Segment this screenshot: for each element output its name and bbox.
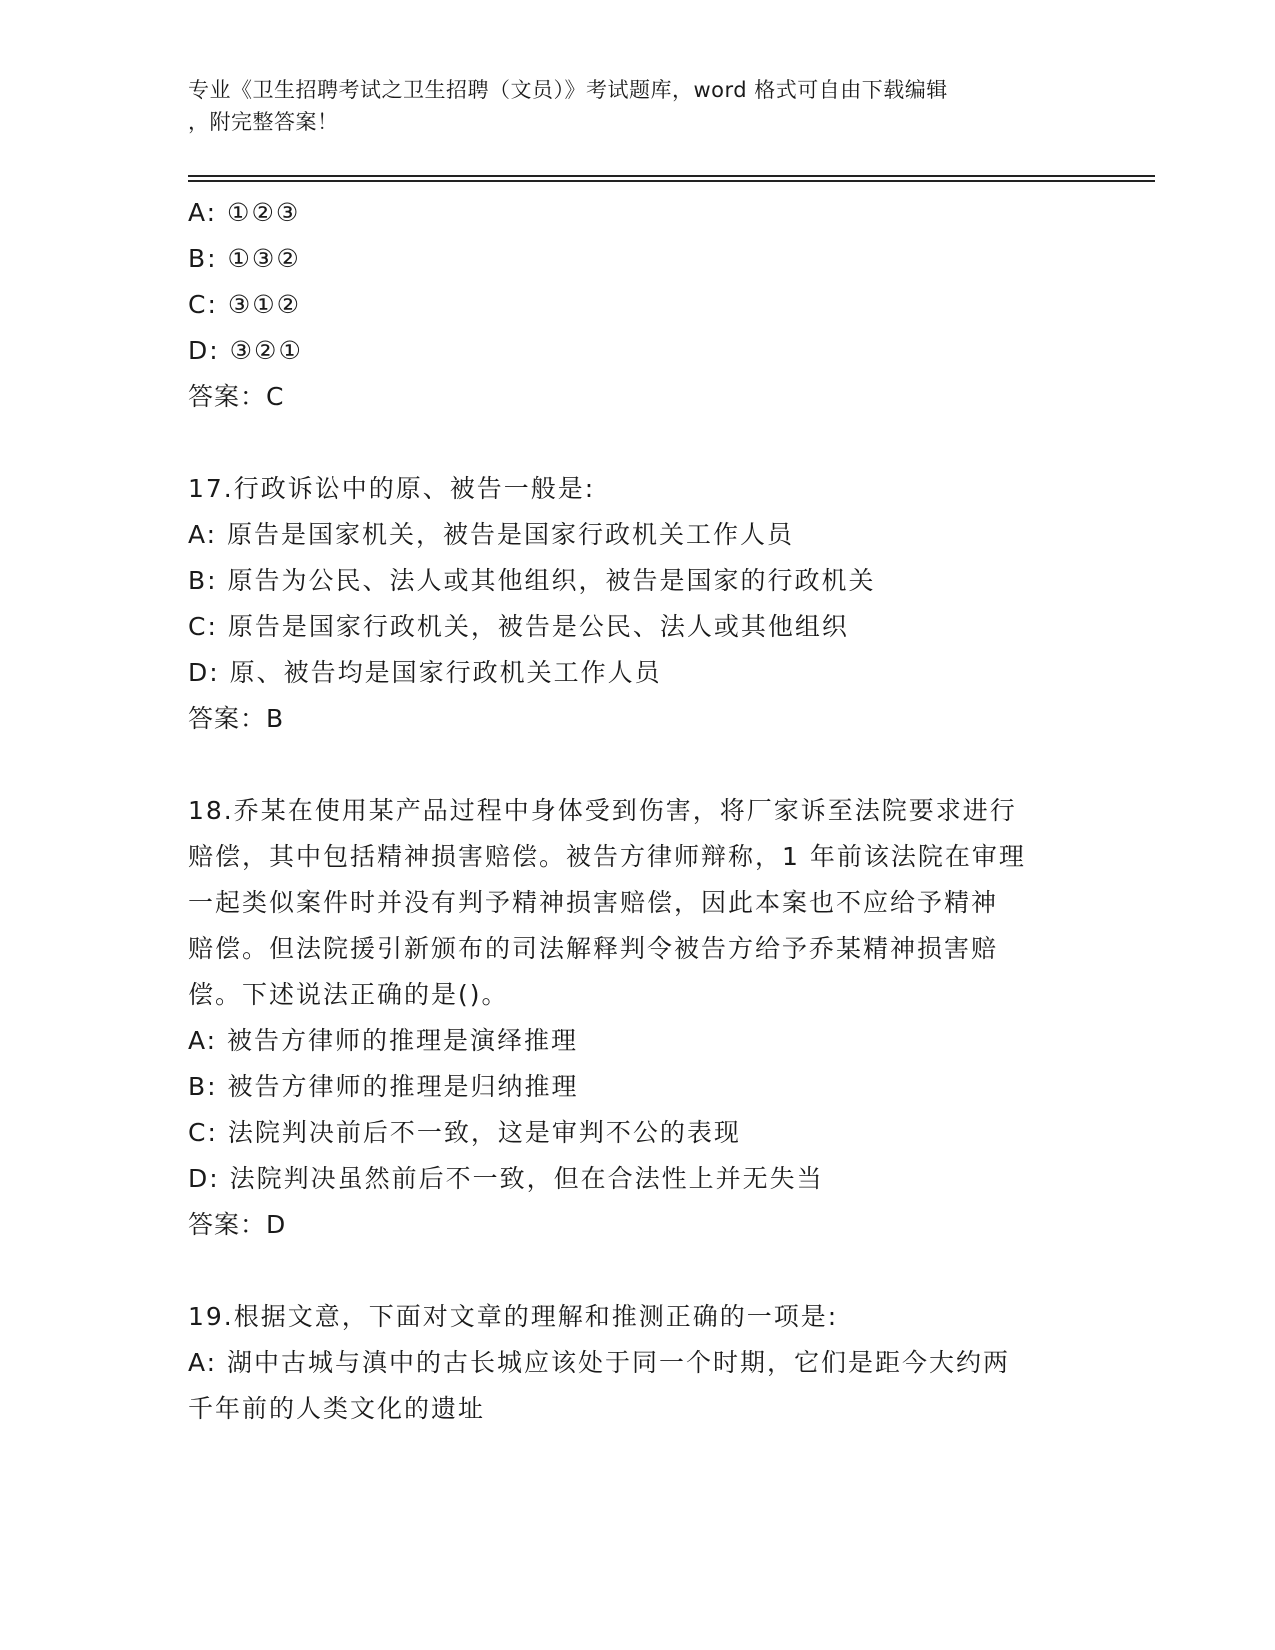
question-18 (188, 788, 1088, 1248)
question-stem-line: 18.乔某在使用某产品过程中身体受到伤害，将厂家诉至法院要求进行 (188, 796, 1017, 825)
option-d: D: 法院判决虽然前后不一致，但在合法性上并无失当 (188, 1164, 824, 1193)
question-16 (188, 190, 1088, 420)
option-a: A: 原告是国家机关，被告是国家行政机关工作人员 (188, 520, 795, 549)
question-17 (188, 466, 1088, 742)
question-stem-line: 偿。下述说法正确的是()。 (188, 980, 509, 1009)
question-19 (188, 1294, 1088, 1432)
option-a-line: A: 湖中古城与滇中的古长城应该处于同一个时期，它们是距今大约两 (188, 1348, 1011, 1377)
spacer (188, 1248, 1088, 1294)
question-stem-line: 一起类似案件时并没有判予精神损害赔偿，因此本案也不应给予精神 (188, 888, 999, 917)
question-stem: 17.行政诉讼中的原、被告一般是: (188, 474, 596, 503)
header-line-1: 专业《卫生招聘考试之卫生招聘（文员）》考试题库，word 格式可自由下载编辑 (188, 78, 948, 102)
option-c: C: ③①② (188, 290, 302, 319)
option-a: A: 被告方律师的推理是演绎推理 (188, 1026, 579, 1055)
header-rule-top (188, 175, 1155, 177)
option-d: D: 原、被告均是国家行政机关工作人员 (188, 658, 662, 687)
answer-line: 答案：D (188, 1210, 287, 1239)
answer-line: 答案：B (188, 704, 285, 733)
option-b: B: 原告为公民、法人或其他组织，被告是国家的行政机关 (188, 566, 876, 595)
option-c: C: 原告是国家行政机关，被告是公民、法人或其他组织 (188, 612, 849, 641)
option-b: B: ①③② (188, 244, 301, 273)
option-c: C: 法院判决前后不一致，这是审判不公的表现 (188, 1118, 741, 1147)
document-header (188, 74, 1068, 138)
question-stem-line: 赔偿，其中包括精神损害赔偿。被告方律师辩称，1 年前该法院在审理 (188, 842, 1026, 871)
option-d: D: ③②① (188, 336, 303, 365)
spacer (188, 420, 1088, 466)
spacer (188, 742, 1088, 788)
header-rule-bottom (188, 180, 1155, 182)
question-content (188, 190, 1088, 1432)
option-a-line: 千年前的人类文化的遗址 (188, 1394, 486, 1423)
option-a: A: ①②③ (188, 198, 301, 227)
option-b: B: 被告方律师的推理是归纳推理 (188, 1072, 579, 1101)
answer-line: 答案：C (188, 382, 285, 411)
question-stem-line: 赔偿。但法院援引新颁布的司法解释判令被告方给予乔某精神损害赔 (188, 934, 999, 963)
header-line-2: ，附完整答案！ (188, 110, 339, 134)
question-stem: 19.根据文意，下面对文章的理解和推测正确的一项是: (188, 1302, 839, 1331)
